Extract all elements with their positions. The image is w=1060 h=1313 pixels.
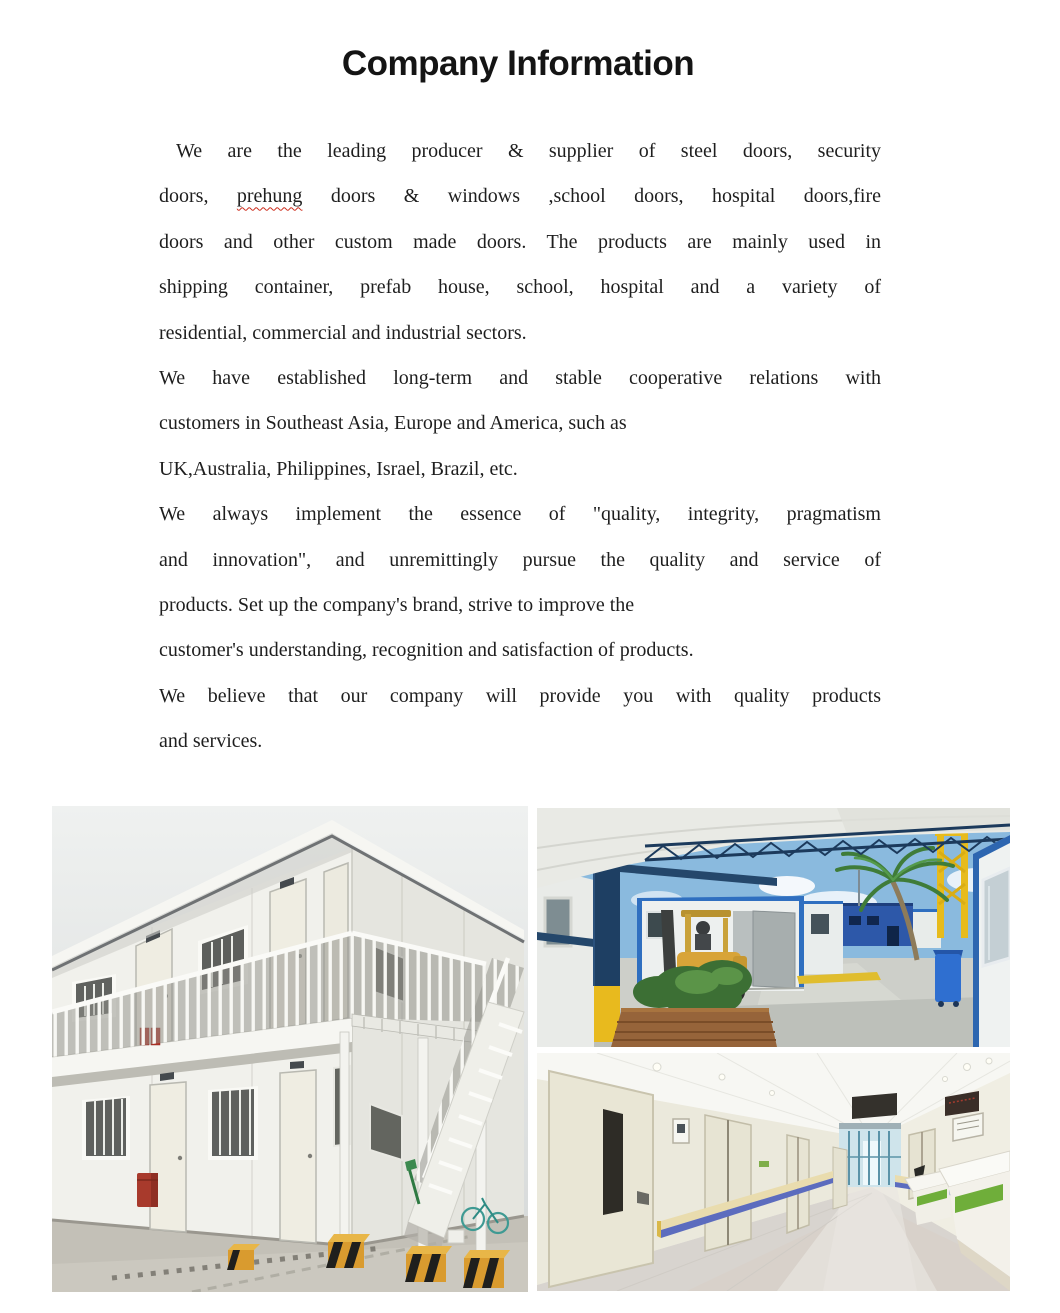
text-segment: UK,Australia, Philippines, Israel, Brazil, etc. bbox=[159, 457, 518, 480]
text-segment: customer's understanding, recognition and satisfaction of products. bbox=[159, 639, 694, 662]
right-cabin bbox=[973, 835, 1010, 1047]
text-line bbox=[159, 719, 881, 764]
red-bin bbox=[137, 1173, 158, 1207]
container-house-illustration bbox=[52, 806, 528, 1292]
blue-wheelie-bin bbox=[933, 950, 963, 1007]
text-segment: products. Set up the company's brand, strive to improve the bbox=[159, 593, 635, 616]
blue-building bbox=[843, 903, 941, 948]
text-line bbox=[159, 583, 881, 628]
text-segment: We believe that our company will provide you with quality products bbox=[159, 684, 881, 707]
hospital-corridor-illustration bbox=[537, 1053, 1010, 1291]
page-title: Company Information bbox=[341, 44, 695, 83]
hospital-corridor-photo bbox=[537, 1053, 1010, 1291]
text-segment: We have established long-term and stable cooperative relations with bbox=[159, 366, 881, 389]
text-line bbox=[159, 220, 881, 265]
text-line bbox=[159, 401, 881, 446]
text-segment: and innovation", and unremittingly pursue the quality and service of bbox=[159, 548, 881, 571]
text-line bbox=[159, 674, 881, 719]
hanging-sign bbox=[852, 1093, 897, 1119]
text-segment: We always implement the essence of "quality, integrity, pragmatism bbox=[159, 503, 881, 526]
spellcheck-underlined-word: prehung bbox=[236, 185, 303, 208]
text-segment: doors and other custom made doors. The products are mainly used in bbox=[159, 230, 881, 253]
text-line bbox=[159, 265, 881, 310]
text-line bbox=[159, 628, 881, 673]
text-segment: residential, commercial and industrial sectors. bbox=[159, 321, 527, 344]
text-segment: and services. bbox=[159, 730, 263, 753]
text-line bbox=[159, 129, 881, 174]
text-line bbox=[159, 311, 881, 356]
white-box bbox=[448, 1230, 464, 1243]
text-segment: doors & windows ,school doors, hospital doors,fire bbox=[302, 185, 881, 208]
container-site-photo bbox=[537, 808, 1010, 1047]
text-line bbox=[159, 174, 881, 219]
left-wall bbox=[537, 866, 594, 1047]
container-site-illustration bbox=[537, 808, 1010, 1047]
text-segment: customers in Southeast Asia, Europe and America, such as bbox=[159, 412, 627, 435]
company-description bbox=[159, 129, 881, 764]
text-line bbox=[159, 447, 881, 492]
text-segment: doors, bbox=[159, 185, 237, 208]
text-segment: shipping container, prefab house, school, hospital and a variety of bbox=[159, 276, 881, 299]
text-line bbox=[159, 538, 881, 583]
text-line bbox=[159, 356, 881, 401]
container-house-photo bbox=[52, 806, 528, 1292]
text-line bbox=[159, 492, 881, 537]
text-segment: We are the leading producer & supplier of steel doors, security bbox=[176, 140, 881, 162]
